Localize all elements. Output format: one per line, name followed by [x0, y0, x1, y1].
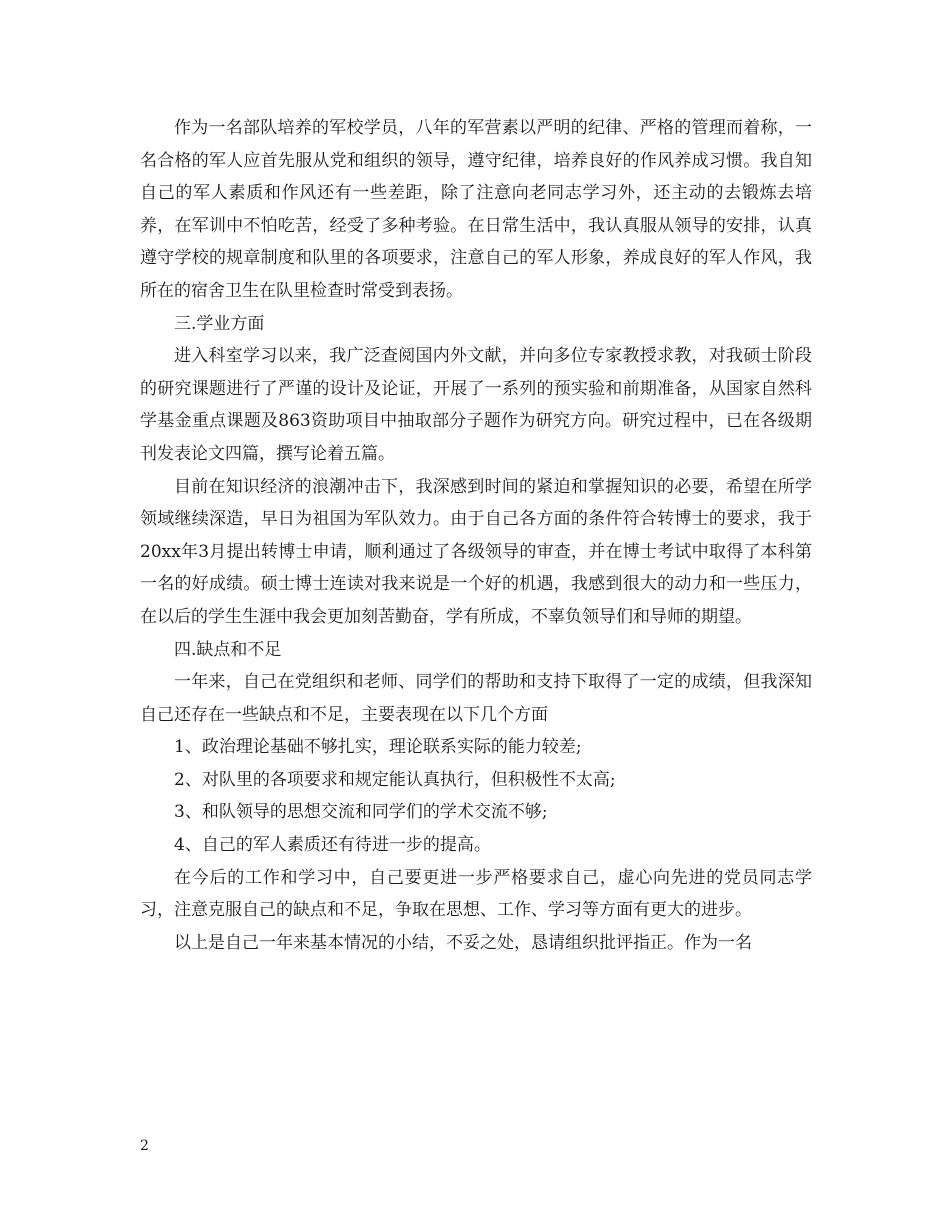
list-item-3: 3、和队领导的思想交流和同学们的学术交流不够; — [174, 802, 548, 823]
paragraph-summary: 以上是自己一年来基本情况的小结，不妥之处，恳请组织批评指正。作为一名 — [174, 932, 752, 953]
paragraph-military-conduct: 作为一名部队培养的军校学员，八年的军营素以严明的纪律、严格的管理而着称，一名合格的军人应首先服从党和组织的领导，遵守纪律，培养良好的作风养成习惯。我自知自己的军人素质和作风还有一些差距，除了注意向老同志学习外，还主动的去锻炼去培养，在军训中不怕吃苦，经受了多种考验。在日常生活中，我认真服从领导的安排，认真遵守学校的规章制度和队里的各项要求，注意自己的军人形象，养成良好的军人作风，我所在的宿舍卫生在队里检查时常受到表扬。 — [140, 118, 812, 301]
list-item-4: 4、自己的军人素质还有待进一步的提高。 — [174, 835, 491, 856]
document-body — [140, 112, 812, 959]
section-heading-shortcomings: 四.缺点和不足 — [174, 639, 282, 660]
section-heading-academics: 三.学业方面 — [174, 313, 265, 334]
list-item-1: 1、政治理论基础不够扎实，理论联系实际的能力较差; — [174, 737, 582, 758]
list-item-2: 2、对队里的各项要求和规定能认真执行，但积极性不太高; — [174, 769, 616, 790]
paragraph-research: 进入科室学习以来，我广泛查阅国内外文献，并向多位专家教授求教，对我硕士阶段的研究课题进行了严谨的设计及论证，开展了一系列的预实验和前期准备，从国家自然科学基金重点课题及863资助项目中抽取部分子题作为研究方向。研究过程中，已在各级期刊发表论文四篇，撰写论着五篇。 — [140, 346, 812, 464]
paragraph-phd-transfer: 目前在知识经济的浪潮冲击下，我深感到时间的紧迫和掌握知识的必要，希望在所学领域继续深造，早日为祖国为军队效力。由于自己各方面的条件符合转博士的要求，我于20xx年3月提出转博士申请，顺利通过了各级领导的审查，并在博士考试中取得了本科第一名的好成绩。硕士博士连读对我来说是一个好的机遇，我感到很大的动力和一些压力，在以后的学生生涯中我会更加刻苦勤奋，学有所成，不辜负领导们和导师的期望。 — [140, 476, 812, 627]
paragraph-shortcomings-intro: 一年来，自己在党组织和老师、同学们的帮助和支持下取得了一定的成绩，但我深知自己还存在一些缺点和不足，主要表现在以下几个方面 — [140, 672, 812, 725]
paragraph-future-plans: 在今后的工作和学习中，自己要更进一步严格要求自己，虚心向先进的党员同志学习，注意克服自己的缺点和不足，争取在思想、工作、学习等方面有更大的进步。 — [140, 867, 812, 921]
page-number: 2 — [140, 1138, 149, 1154]
